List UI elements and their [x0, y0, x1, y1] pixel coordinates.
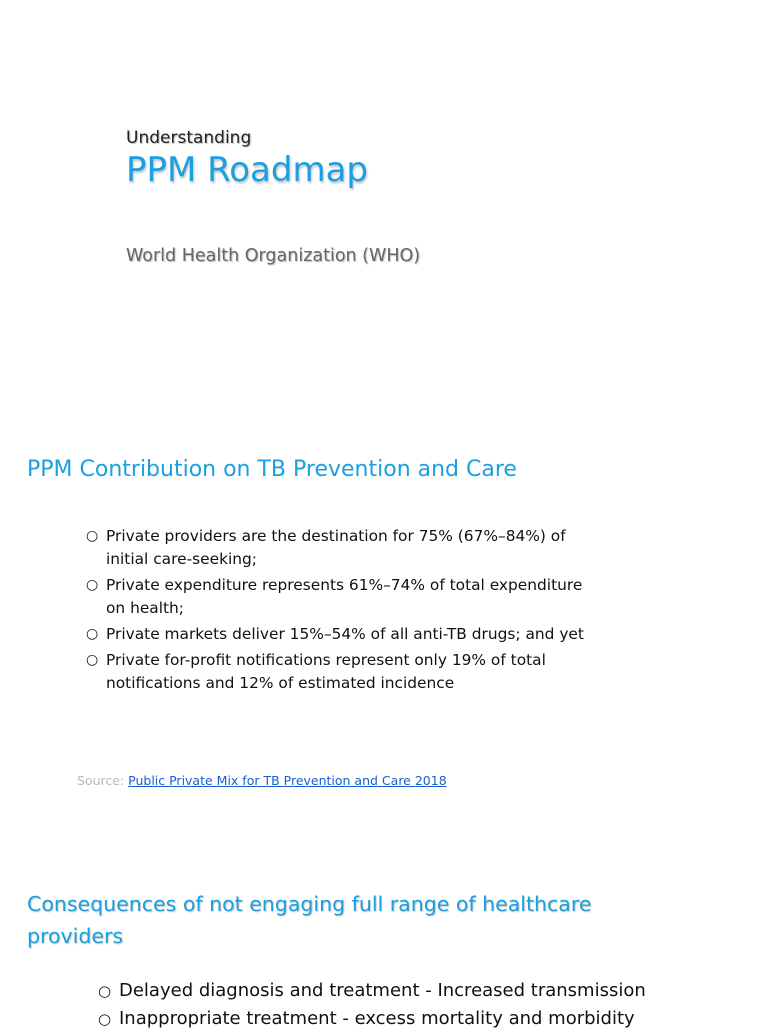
- organization-name: World Health Organization (WHO): [126, 246, 421, 266]
- hollow-circle-bullet-icon: ○: [86, 652, 99, 668]
- list-item: [98, 1005, 738, 1033]
- list-item: [86, 649, 606, 695]
- hollow-circle-bullet-icon: ○: [86, 528, 99, 544]
- section-heading-consequences: Consequences of not engaging full range of healthcare providers: [27, 892, 592, 948]
- list-item: [86, 623, 606, 646]
- section-heading-ppm-contribution: PPM Contribution on TB Prevention and Care: [27, 457, 517, 482]
- contribution-bullet-list: [86, 525, 606, 698]
- list-item-text: Private for-profit notifications represent only 19% of total notifications and 12% of estimated incidence: [106, 651, 546, 692]
- list-item: [98, 977, 738, 1005]
- hollow-circle-bullet-icon: ○: [98, 1010, 112, 1028]
- title-kicker: Understanding: [126, 128, 252, 148]
- title-block: [126, 128, 368, 190]
- source-link[interactable]: Public Private Mix for TB Prevention and Care 2018: [128, 773, 447, 788]
- list-item-text: Delayed diagnosis and treatment - Increased transmission: [119, 980, 646, 1001]
- hollow-circle-bullet-icon: ○: [86, 626, 99, 642]
- list-item: [86, 574, 606, 620]
- list-item: [86, 525, 606, 571]
- list-item-text: Private expenditure represents 61%–74% of total expenditure on health;: [106, 576, 583, 617]
- list-item-text: Private markets deliver 15%–54% of all anti-TB drugs; and yet: [106, 625, 584, 643]
- list-item-text: Inappropriate treatment - excess mortality and morbidity: [119, 1008, 635, 1029]
- source-label: Source:: [77, 773, 125, 788]
- page-title: PPM Roadmap: [126, 150, 369, 190]
- list-item-text: Private providers are the destination for 75% (67%–84%) of initial care-seeking;: [106, 527, 566, 568]
- consequences-bullet-list: [98, 977, 738, 1033]
- hollow-circle-bullet-icon: ○: [98, 982, 112, 1000]
- source-citation: [77, 773, 447, 788]
- hollow-circle-bullet-icon: ○: [86, 577, 99, 593]
